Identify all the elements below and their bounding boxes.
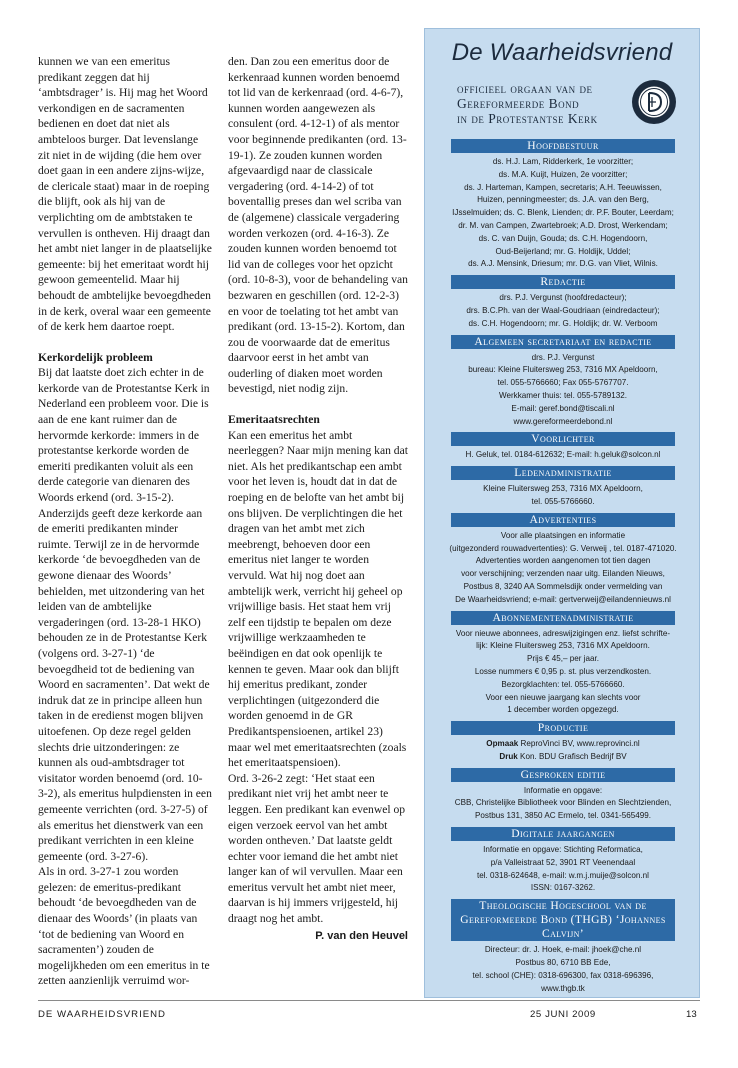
colophon-section-heading: Abonnementenadministratie [451, 611, 675, 625]
article-paragraph: Als in ord. 3-27-1 zou worden gelezen: de emeritus-predikant behoudt ‘de bevoegdheden van de dienaar des Woords’ (in plaats van ‘tot de bediening van Woord en sacramenten’) zouden de mogelijkheden om een emeritus in te zetten aanzienlijk verruimd wor- [38, 865, 210, 988]
tagline-line: officieel orgaan van de [457, 81, 593, 96]
article-column-1 [38, 54, 212, 989]
colophon-line: drs. P.J. Vergunst [531, 352, 595, 362]
colophon-section-heading: Theologische Hogeschool van de Gereformeerde Bond (THGB) ‘Johannes Calvijn’ [451, 899, 675, 941]
tagline-line: in de Protestantse Kerk [457, 111, 598, 126]
colophon-line: Postbus 131, 3850 AC Ermelo, tel. 0341-565499. [475, 811, 651, 821]
colophon-line: ISSN: 0167-3262. [530, 883, 596, 893]
colophon-section-heading: Algemeen secretariaat en redactie [451, 335, 675, 349]
colophon-line: dr. M. van Campen, Zwartebroek; A.D. Drost, Werkendam; [458, 220, 668, 230]
colophon-section-heading: Hoofdbestuur [451, 139, 675, 153]
colophon-line: Informatie en opgave: [523, 785, 603, 795]
colophon-line: ds. A.J. Mensink, Driesum; mr. D.G. van Vliet, Wilnis. [468, 259, 658, 269]
colophon-line: Prijs € 45,– per jaar. [527, 654, 599, 664]
colophon-line: Directeur: dr. J. Hoek, e-mail: jhoek@che.nl [484, 945, 642, 955]
colophon-line: ds. C. van Duijn, Gouda; ds. C.H. Hogendoorn, [478, 233, 648, 243]
colophon-line: H. Geluk, tel. 0184-612632; E-mail: h.geluk@solcon.nl [465, 450, 661, 460]
colophon-line [425, 751, 701, 764]
colophon-line: IJsselmuiden; ds. C. Blenk, Lienden; dr. P.F. Bouter, Leerdam; [452, 208, 674, 218]
colophon-section-heading: Productie [451, 721, 675, 735]
colophon-line: p/a Valleistraat 52, 3901 RT Veenendaal [490, 857, 636, 867]
author-signature: P. van den Heuvel [315, 929, 408, 942]
colophon-line: Voor nieuwe abonnees, adreswijzigingen enz. liefst schrifte- [455, 628, 671, 638]
colophon-line: De Waarheidsvriend; e-mail: gertverweij@eilandennieuws.nl [455, 594, 671, 604]
colophon-line: E-mail: geref.bond@tiscali.nl [511, 403, 615, 413]
colophon-line: CBB, Christelijke Bibliotheek voor Blinden en Slechtzienden, [454, 798, 672, 808]
colophon-line: Voor alle plaatsingen en informatie [500, 530, 626, 540]
colophon-line: Postbus 8, 3240 AA Sommelsdijk onder vermelding van [463, 581, 663, 591]
colophon-line: (uitgezonderd rouwadvertenties): G. Verweij , tel. 0187-471020. [449, 543, 677, 553]
magazine-tagline [457, 81, 627, 126]
colophon-line: tel. 0318-624648, e-mail: w.m.j.muije@solcon.nl [477, 870, 649, 880]
colophon-section-heading: Ledenadministratie [451, 466, 675, 480]
colophon-line: Postbus 80, 6710 BB Ede, [515, 958, 611, 968]
article-paragraph: Ord. 3-26-2 zegt: ‘Het staat een predikant niet vrij het ambt neer te leggen. Een predikant kan evenwel op eigen verzoek eervol van het ambt worden ontheven.’ Dat laatste geldt echter voor iemand die het ambt niet langer kan of wil vervullen. Maar een emeritus vervult het ambt niet meer, daarvan is hij immers vrijgesteld, hij draagt nog het ambt. [228, 771, 406, 926]
colophon-section-heading: Advertenties [451, 513, 675, 527]
colophon-line: ds. H.J. Lam, Ridderkerk, 1e voorzitter; [492, 157, 634, 166]
colophon-line: drs. B.C.Ph. van der Waal-Goudriaan (eindredacteur); [466, 305, 660, 315]
article-paragraph: den. Dan zou een emeritus door de kerkenraad kunnen worden benoemd tot lid van de kerkenraad (ord. 4-6-7), kunnen worden aangewezen als consulent (ord. 4-12-1) of als mentor voor beginnende predikanten (ord. 13-19-1). Ze zouden kunnen worden afgevaardigd naar de classicale vergadering (ord. 4-14-2) of tot boventallig preses dan wel scriba van de (algemene) classicale vergadering worden verkozen (ord. 4-16-3). Ze zouden kunnen worden benoemd tot lid van de colleges voor het opzicht (ord. 10-8-3), voor de behandeling van bezwaren en geschillen (ord. 12-2-3) en voor de toelating tot het ambt van predikant (ord. 13-15-2). Kortom, dan zou de voorwaarde dat de emeritus daarvoor eerst in het ambt van ouderling of diaken moet worden bevestigd, niet nodig zijn. [228, 55, 408, 396]
footer-publication: DE WAARHEIDSVRIEND [38, 1009, 166, 1020]
colophon-line: Oud-Beijerland; mr. G. Holdijk, Uddel; [495, 246, 631, 256]
colophon-line: ds. J. Harteman, Kampen, secretaris; A.H. Teeuwissen, [464, 182, 662, 192]
colophon-line: voor verschijning; verzenden naar uitg. Eilanden Nieuws, [461, 569, 665, 579]
colophon-line: Bezorgklachten: tel. 055-5766660. [501, 679, 625, 689]
colophon-section-heading: Redactie [451, 275, 675, 289]
colophon-line: drs. P.J. Vergunst (hoofdredacteur); [499, 293, 627, 303]
colophon-line: Huizen, penningmeester; ds. J.A. van den Berg, [477, 195, 649, 205]
colophon-line [425, 738, 701, 751]
colophon-sections [425, 135, 701, 995]
colophon-line: bureau: Kleine Fluitersweg 253, 7316 MX Apeldoorn, [468, 365, 658, 375]
colophon-line: tel. school (CHE): 0318-696300, fax 0318-696396, [472, 970, 654, 980]
colophon-line: tel. 055-5766660. [531, 496, 595, 506]
magazine-title: De Waarheidsvriend [451, 39, 673, 66]
colophon-line: lijk: Kleine Fluitersweg 253, 7316 MX Apeldoorn. [476, 641, 650, 651]
colophon-line: Losse nummers € 0,95 p. st. plus verzendkosten. [474, 666, 652, 676]
colophon-line-label: Opmaak [486, 739, 519, 749]
page-number: 13 [686, 1009, 697, 1020]
article-paragraph: Bij dat laatste doet zich echter in de kerkorde van de Protestantse Kerk in Nederland een probleem voor. Die is aan de ene kant ruimer dan de hervormde kerkorde: immers in de protestantse kerkorde worden de emeriti predikanten voluit als een derde categorie van dienaren des Woords erkend (ord. 3-15-2). Anderzijds geeft deze kerkorde aan de emeriti predikanten minder ruimte. Terwijl ze in de hervormde kerkorde ‘de bevoegdheden van de gewone dienaar des Woords’ behielden, met uitzondering van het leiden van de ambtelijke vergaderingen (ord. 13-28-1 HKO) behouden ze in de Protestantse Kerk (volgens ord. 3-27-1) ‘de bevoegdheid tot de bediening van Woord en sacramenten’. Dat wekt de indruk dat ze in principe alleen hun taken in de eredienst mogen blijven uitoefenen. Op deze regel gelden slechts drie uitzonderingen: ze kunnen als oud-ambtsdrager tot visitator worden benoemd (ord. 10-3-2), als emeritus hulpdiensten in een gemeente verrichten (ord. 3-27-5) of als emeritus het dienstwerk van een predikant verrichten in een kleine gemeente (ord. 3-27-6). [38, 366, 212, 863]
colophon-line-text: ReproVinci BV, www.reprovinci.nl [518, 739, 640, 749]
colophon-line: ds. M.A. Kuijt, Huizen, 2e voorzitter; [498, 169, 628, 179]
colophon-line: Advertenties worden aangenomen tot tien dagen [475, 556, 651, 566]
tagline-line: Gereformeerde Bond [457, 96, 580, 111]
article-column-2 [228, 54, 408, 944]
colophon-line-text: Kon. BDU Grafisch Bedrijf BV [517, 751, 627, 761]
colophon-section-heading: Digitale jaargangen [451, 827, 675, 841]
gereformeerde-bond-seal-icon [631, 79, 677, 125]
section-heading: Kerkordelijk probleem [38, 350, 153, 364]
article-paragraph: Kan een emeritus het ambt neerleggen? Naar mijn mening kan dat niet. Als het predikantschap een ambt voor het leven is, houdt dat in dat de roeping en de belofte van het ambt bij ons blijven. De verplichtingen die het dragen van het ambt met zich meebrengt, behoeven door een emeritus niet langer te worden vervuld. Wat hij nog doet aan ambtelijk werk, verricht hij geheel op vrijwillige basis. Het staat hem vrij zelf een tijdstip te bepalen om deze vrijwillige werkzaamheden te beëindigen en dat ook openlijk te kennen te geven. Maar ook dan blijft hij emeritus predikant, zonder verplichtingen (uitgezonderd die worden genoemd in de GR Predikantspensioenen, artikel 23) maar wel met emeritaatsrechten (zoals het emeritaatspensioen). [228, 428, 408, 770]
colophon-line-label: Druk [499, 751, 518, 761]
colophon-line: www.thgb.tk [541, 983, 585, 993]
colophon-line: Kleine Fluitersweg 253, 7316 MX Apeldoorn, [483, 484, 643, 494]
colophon-section-heading: Voorlichter [451, 432, 675, 446]
section-heading: Emeritaatsrechten [228, 413, 320, 427]
colophon-sidebar [424, 28, 700, 998]
colophon-line: 1 december worden opgezegd. [507, 705, 619, 715]
colophon-line: Informatie en opgave: Stichting Reformatica, [483, 845, 643, 855]
article-paragraph: kunnen we van een emeritus predikant zeggen dat hij ‘ambtsdrager’ is. Hij mag het Woord verkondigen en de sacramenten bedienen en doet dat niet als ambteloos burger. Dat levenslange zit niet in de wijding (die hem over doet gaan in een andere zijns-wijze, de clericale staat) maar in de roeping die blijft, ook als hij van de verplichting om de ambtstaken te vervullen is ontheven. Hij draagt dan het ambt niet langer in de plaatselijke gemeente: bij het emeritaat wordt hij gewoon gemeentelid. Maar hij behoudt de ambtelijke bevoegdheden in de kerk, overal waar een gemeente of de kerk hem daartoe roept. [38, 55, 212, 334]
colophon-line: www.gereformeerdebond.nl [513, 416, 613, 426]
colophon-line: Werkkamer thuis: tel. 055-5789132. [498, 390, 628, 400]
footer-divider [38, 1000, 700, 1001]
colophon-section-heading: Gesproken editie [451, 768, 675, 782]
footer-date: 25 JUNI 2009 [530, 1009, 596, 1020]
colophon-line: Voor een nieuwe jaargang kan slechts voor [485, 692, 641, 702]
colophon-line: ds. C.H. Hogendoorn; mr. G. Holdijk; dr. W. Verboom [468, 318, 658, 328]
colophon-line: tel. 055-5766660; Fax 055-5767707. [497, 378, 629, 388]
